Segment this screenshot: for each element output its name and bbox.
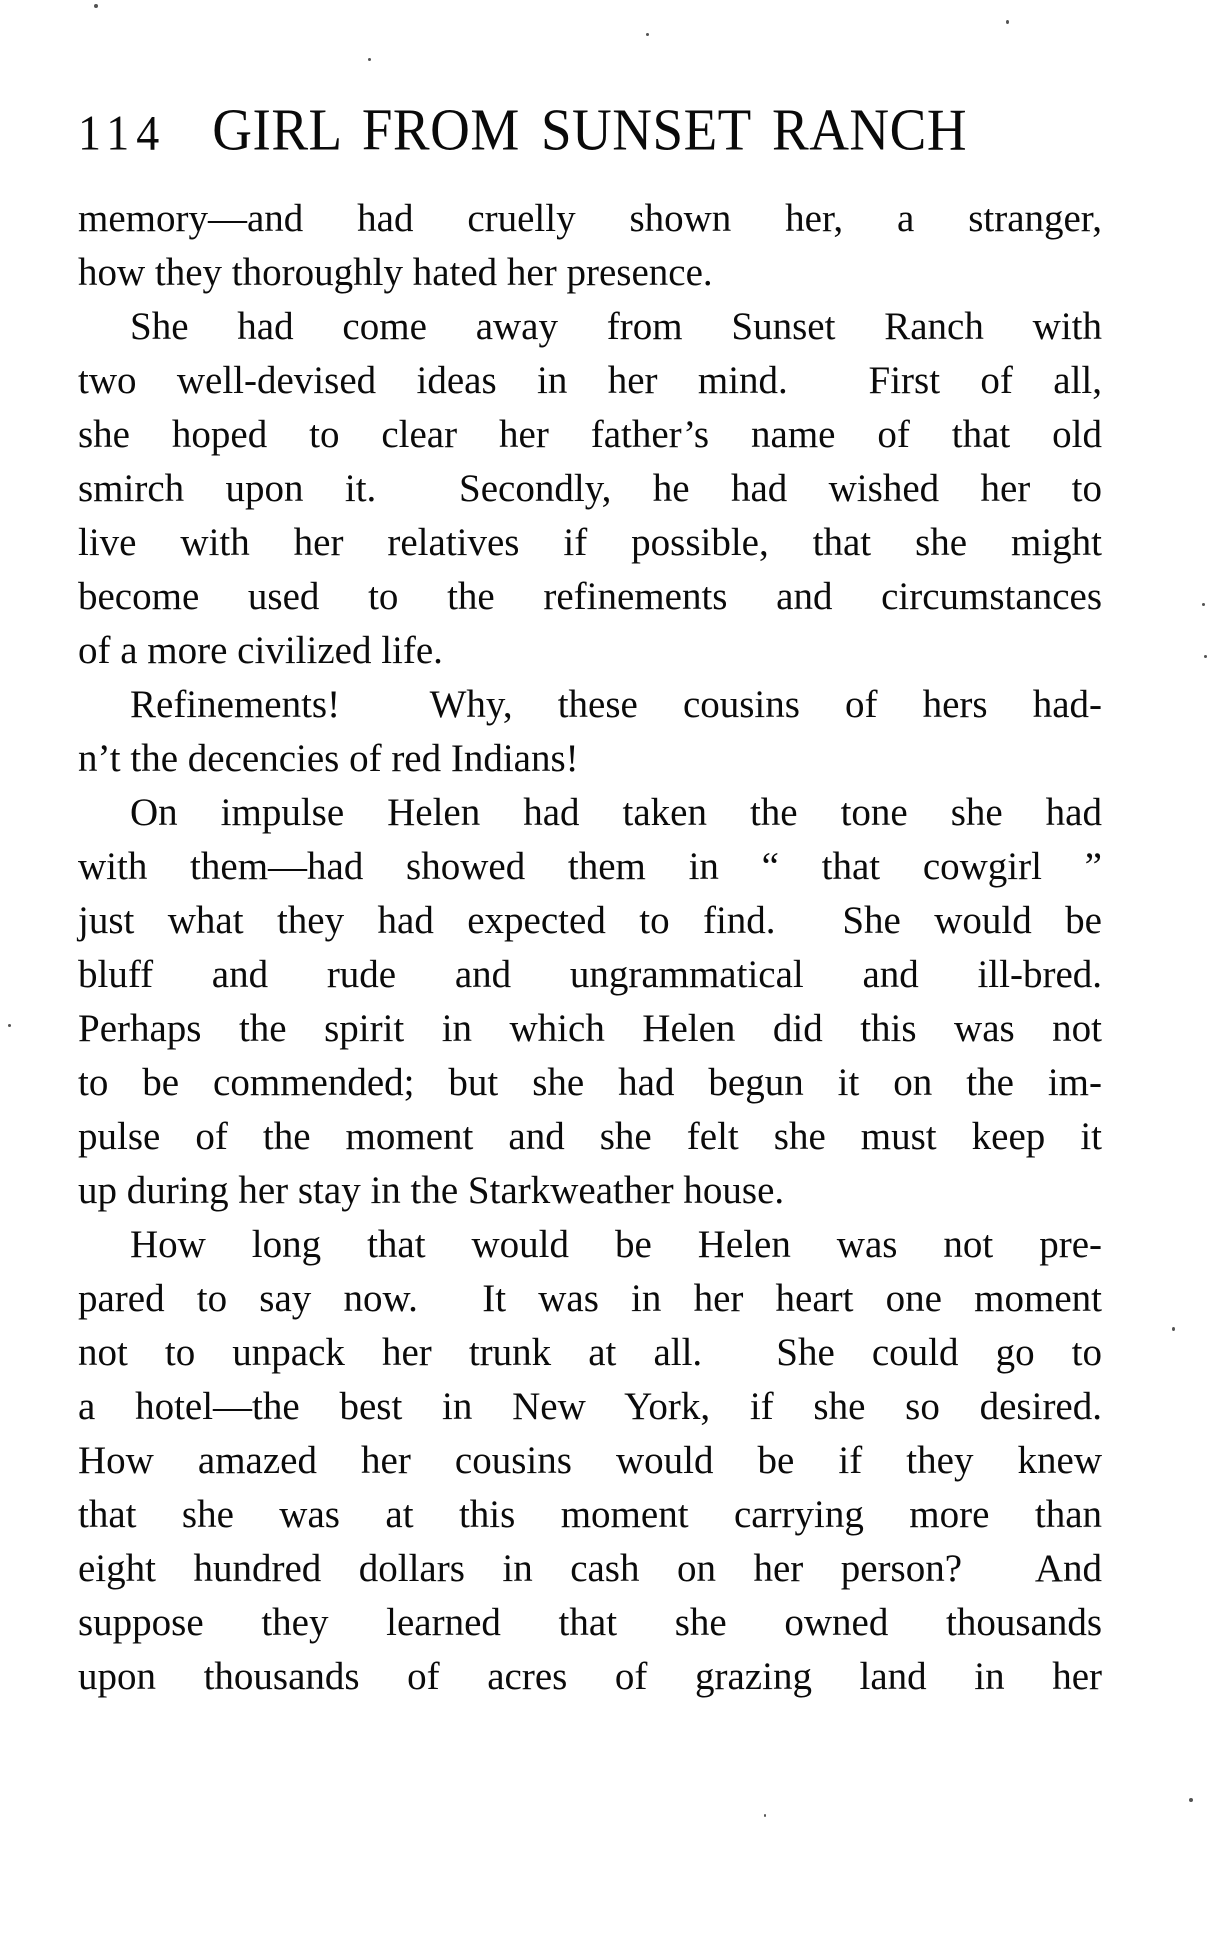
scan-speck [1006,20,1009,24]
text-line: She had come away from Sunset Ranch with [130,305,1102,348]
text-line: that she was at this moment carrying more than [78,1493,1102,1536]
running-title: GIRL FROM SUNSET RANCH [212,96,968,163]
text-block [78,192,1102,1704]
text-line: eight hundred dollars in cash on her person? And [78,1547,1102,1590]
scan-speck [94,4,98,8]
text-line: not to unpack her trunk at all. She could go to [78,1331,1102,1374]
scan-speck [8,1024,11,1027]
text-line: n’t the decencies of red Indians! [78,737,579,780]
scan-speck [1172,1327,1175,1331]
text-line: become used to the refinements and circumstances [78,575,1102,618]
scan-speck [368,58,371,61]
text-line: memory—and had cruelly shown her, a stranger, [78,197,1102,240]
text-line: a hotel—the best in New York, if she so desired. [78,1385,1102,1428]
text-line: to be commended; but she had begun it on the im- [78,1061,1102,1104]
text-line: How long that would be Helen was not pre- [130,1223,1102,1266]
text-line: Perhaps the spirit in which Helen did this was not [78,1007,1102,1050]
text-line: just what they had expected to find. She would be [78,899,1102,942]
scan-speck [1202,603,1205,606]
text-line: smirch upon it. Secondly, he had wished her to [78,467,1102,510]
text-line: of a more civilized life. [78,629,443,672]
text-line: live with her relatives if possible, that she might [78,521,1102,564]
page-number: 114 [78,105,167,161]
text-line: suppose they learned that she owned thousands [78,1601,1102,1644]
text-line: upon thousands of acres of grazing land in her [78,1655,1102,1698]
text-line: up during her stay in the Starkweather house. [78,1169,785,1212]
text-line: On impulse Helen had taken the tone she had [130,791,1102,834]
text-line: with them—had showed them in “ that cowgirl ” [78,845,1102,888]
text-line: Refinements! Why, these cousins of hers had- [130,683,1102,726]
scan-speck [646,33,649,36]
text-line: how they thoroughly hated her presence. [78,251,713,294]
scan-speck [764,1814,766,1817]
text-line: pulse of the moment and she felt she must keep it [78,1115,1102,1158]
text-line: pared to say now. It was in her heart one moment [78,1277,1102,1320]
text-line: two well-devised ideas in her mind. First of all, [78,359,1102,402]
text-line: How amazed her cousins would be if they knew [78,1439,1102,1482]
running-header [78,96,968,163]
text-line: bluff and rude and ungrammatical and ill-bred. [78,953,1102,996]
scan-speck [1189,1798,1193,1802]
scan-speck [1204,655,1207,658]
text-line: she hoped to clear her father’s name of that old [78,413,1102,456]
